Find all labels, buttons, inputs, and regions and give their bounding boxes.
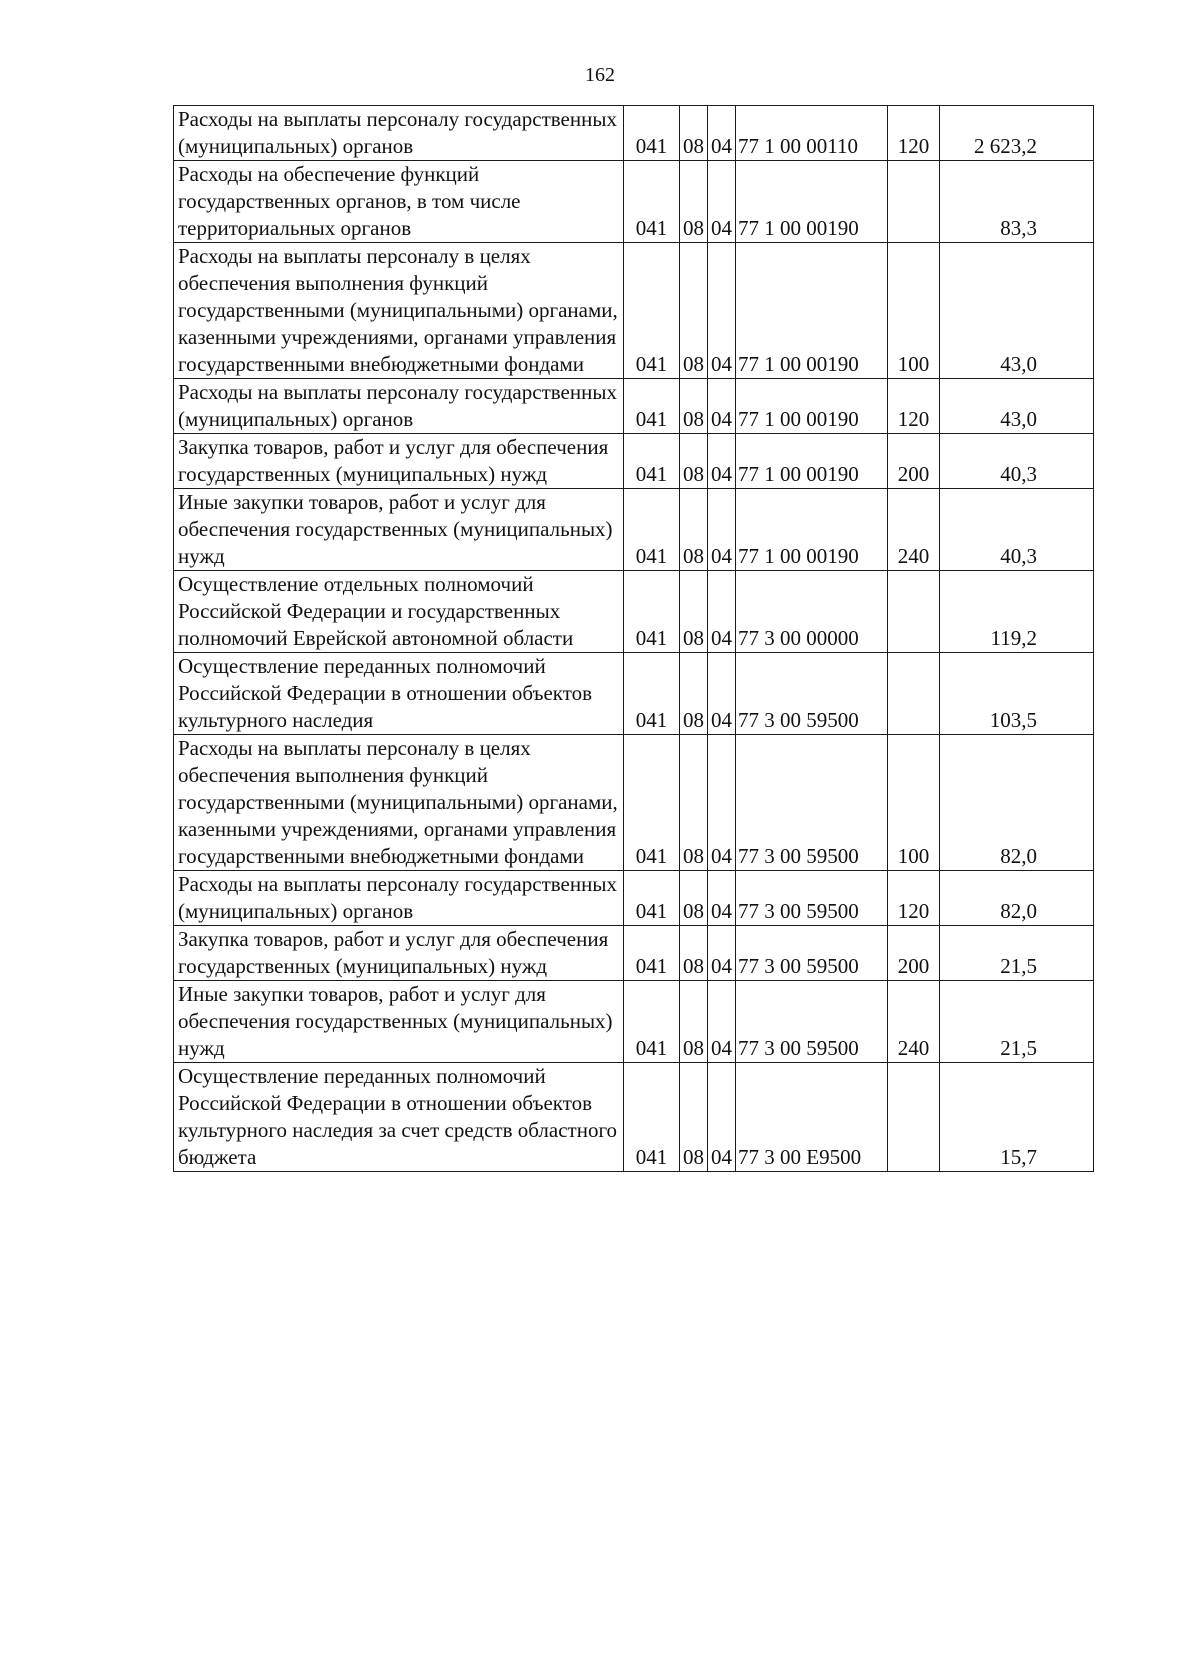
- amount-cell: 40,3: [940, 489, 1094, 571]
- amount-cell: 82,0: [940, 735, 1094, 871]
- subsection-code-cell: 04: [708, 434, 736, 489]
- amount-cell: 119,2: [940, 571, 1094, 653]
- section-code-cell: 08: [680, 106, 708, 161]
- expense-type-code-cell: 240: [888, 489, 940, 571]
- target-item-code-cell: 77 3 00 59500: [736, 653, 888, 735]
- expense-name-cell: Иные закупки товаров, работ и услуг для обеспечения государственных (муниципальных) нужд: [174, 981, 624, 1063]
- section-code-cell: 08: [680, 489, 708, 571]
- expense-type-code-cell: 120: [888, 871, 940, 926]
- page-number: 162: [585, 64, 615, 86]
- subsection-code-cell: 04: [708, 571, 736, 653]
- expense-type-code-cell: 200: [888, 926, 940, 981]
- section-code-cell: 08: [680, 981, 708, 1063]
- admin-code-cell: 041: [624, 735, 680, 871]
- expense-type-code-cell: 100: [888, 735, 940, 871]
- admin-code-cell: 041: [624, 871, 680, 926]
- expense-name-cell: Осуществление переданных полномочий Российской Федерации в отношении объектов культурного наследия за счет средств областного бюджета: [174, 1063, 624, 1172]
- subsection-code-cell: 04: [708, 489, 736, 571]
- expense-name-cell: Расходы на выплаты персоналу в целях обеспечения выполнения функций государственными (муниципальными) органами, казенными учреждениями, органами управления государственными внебюджетными фондами: [174, 243, 624, 379]
- target-item-code-cell: 77 1 00 00190: [736, 379, 888, 434]
- subsection-code-cell: 04: [708, 981, 736, 1063]
- target-item-code-cell: 77 3 00 59500: [736, 981, 888, 1063]
- table-row: [174, 735, 1094, 871]
- admin-code-cell: 041: [624, 653, 680, 735]
- section-code-cell: 08: [680, 161, 708, 243]
- expense-type-code-cell: 100: [888, 243, 940, 379]
- target-item-code-cell: 77 3 00 59500: [736, 871, 888, 926]
- admin-code-cell: 041: [624, 489, 680, 571]
- section-code-cell: 08: [680, 735, 708, 871]
- expense-type-code-cell: [888, 571, 940, 653]
- table-row: [174, 981, 1094, 1063]
- amount-cell: 21,5: [940, 926, 1094, 981]
- amount-cell: 83,3: [940, 161, 1094, 243]
- section-code-cell: 08: [680, 926, 708, 981]
- admin-code-cell: 041: [624, 1063, 680, 1172]
- expense-name-cell: Иные закупки товаров, работ и услуг для обеспечения государственных (муниципальных) нужд: [174, 489, 624, 571]
- section-code-cell: 08: [680, 871, 708, 926]
- target-item-code-cell: 77 3 00 59500: [736, 926, 888, 981]
- budget-table-body: [174, 106, 1094, 1172]
- amount-cell: 103,5: [940, 653, 1094, 735]
- table-row: [174, 106, 1094, 161]
- expense-type-code-cell: [888, 1063, 940, 1172]
- admin-code-cell: 041: [624, 379, 680, 434]
- admin-code-cell: 041: [624, 926, 680, 981]
- admin-code-cell: 041: [624, 243, 680, 379]
- subsection-code-cell: 04: [708, 871, 736, 926]
- target-item-code-cell: 77 1 00 00110: [736, 106, 888, 161]
- section-code-cell: 08: [680, 379, 708, 434]
- section-code-cell: 08: [680, 1063, 708, 1172]
- expense-name-cell: Расходы на обеспечение функций государственных органов, в том числе территориальных органов: [174, 161, 624, 243]
- section-code-cell: 08: [680, 571, 708, 653]
- expense-name-cell: Расходы на выплаты персоналу государственных (муниципальных) органов: [174, 379, 624, 434]
- amount-cell: 15,7: [940, 1063, 1094, 1172]
- expense-name-cell: Закупка товаров, работ и услуг для обеспечения государственных (муниципальных) нужд: [174, 434, 624, 489]
- expense-type-code-cell: 240: [888, 981, 940, 1063]
- expense-type-code-cell: 120: [888, 106, 940, 161]
- amount-cell: 21,5: [940, 981, 1094, 1063]
- expense-name-cell: Расходы на выплаты персоналу государственных (муниципальных) органов: [174, 106, 624, 161]
- table-row: [174, 1063, 1094, 1172]
- section-code-cell: 08: [680, 243, 708, 379]
- subsection-code-cell: 04: [708, 243, 736, 379]
- subsection-code-cell: 04: [708, 379, 736, 434]
- subsection-code-cell: 04: [708, 106, 736, 161]
- table-row: [174, 926, 1094, 981]
- subsection-code-cell: 04: [708, 735, 736, 871]
- section-code-cell: 08: [680, 434, 708, 489]
- admin-code-cell: 041: [624, 161, 680, 243]
- target-item-code-cell: 77 3 00 Е9500: [736, 1063, 888, 1172]
- expense-name-cell: Закупка товаров, работ и услуг для обеспечения государственных (муниципальных) нужд: [174, 926, 624, 981]
- table-row: [174, 489, 1094, 571]
- expense-name-cell: Осуществление отдельных полномочий Российской Федерации и государственных полномочий Еврейской автономной области: [174, 571, 624, 653]
- table-row: [174, 571, 1094, 653]
- table-row: [174, 653, 1094, 735]
- target-item-code-cell: 77 1 00 00190: [736, 243, 888, 379]
- amount-cell: 43,0: [940, 379, 1094, 434]
- table-row: [174, 243, 1094, 379]
- admin-code-cell: 041: [624, 981, 680, 1063]
- expense-type-code-cell: [888, 161, 940, 243]
- table-row: [174, 871, 1094, 926]
- subsection-code-cell: 04: [708, 1063, 736, 1172]
- admin-code-cell: 041: [624, 106, 680, 161]
- table-row: [174, 161, 1094, 243]
- expense-name-cell: Осуществление переданных полномочий Российской Федерации в отношении объектов культурного наследия: [174, 653, 624, 735]
- expense-type-code-cell: 200: [888, 434, 940, 489]
- amount-cell: 82,0: [940, 871, 1094, 926]
- target-item-code-cell: 77 3 00 00000: [736, 571, 888, 653]
- budget-table: [173, 105, 1094, 1172]
- amount-cell: 43,0: [940, 243, 1094, 379]
- section-code-cell: 08: [680, 653, 708, 735]
- amount-cell: 2 623,2: [940, 106, 1094, 161]
- table-row: [174, 434, 1094, 489]
- subsection-code-cell: 04: [708, 653, 736, 735]
- expense-type-code-cell: 120: [888, 379, 940, 434]
- amount-cell: 40,3: [940, 434, 1094, 489]
- target-item-code-cell: 77 3 00 59500: [736, 735, 888, 871]
- subsection-code-cell: 04: [708, 161, 736, 243]
- target-item-code-cell: 77 1 00 00190: [736, 489, 888, 571]
- subsection-code-cell: 04: [708, 926, 736, 981]
- admin-code-cell: 041: [624, 571, 680, 653]
- expense-name-cell: Расходы на выплаты персоналу государственных (муниципальных) органов: [174, 871, 624, 926]
- table-row: [174, 379, 1094, 434]
- target-item-code-cell: 77 1 00 00190: [736, 161, 888, 243]
- target-item-code-cell: 77 1 00 00190: [736, 434, 888, 489]
- expense-type-code-cell: [888, 653, 940, 735]
- admin-code-cell: 041: [624, 434, 680, 489]
- expense-name-cell: Расходы на выплаты персоналу в целях обеспечения выполнения функций государственными (муниципальными) органами, казенными учреждениями, органами управления государственными внебюджетными фондами: [174, 735, 624, 871]
